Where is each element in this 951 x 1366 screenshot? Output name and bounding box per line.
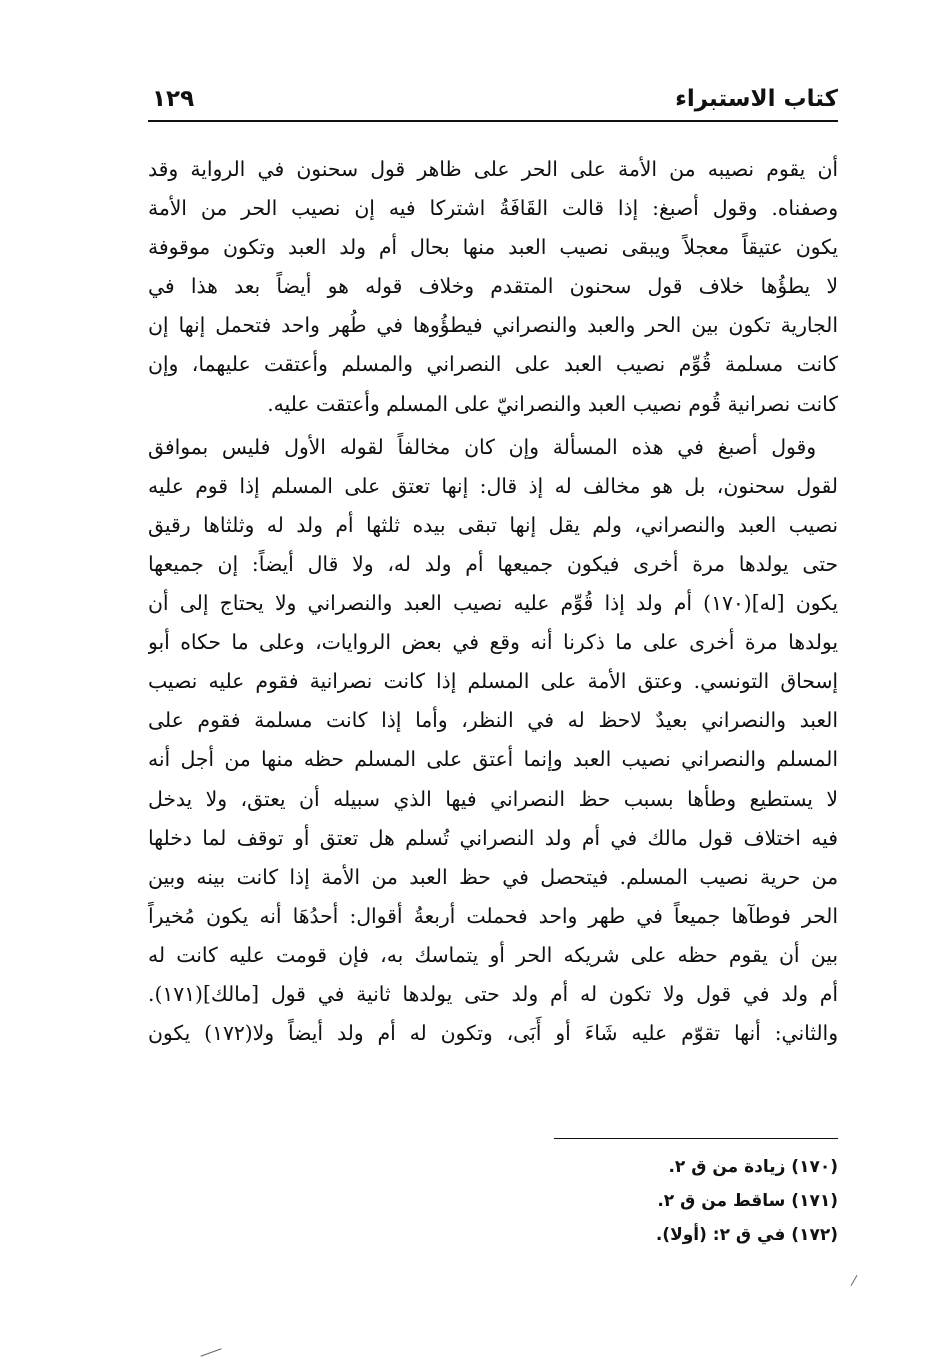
footnote-171: (١٧١) ساقط من ق ٢.	[657, 1191, 838, 1211]
header-rule	[148, 120, 838, 122]
text-line: فيه اختلاف قول مالك في أم ولد النصراني تُسلم هل تعتق أو توقف لما دخلها	[148, 825, 838, 850]
text-line: كانت مسلمة قُوِّم نصيب العبد على النصراني والمسلم وأعتقت عليهما، وإن	[148, 352, 838, 377]
text-line: لا يستطيع وطأها بسبب حظ النصراني فيها الذي سبيله أن يعتق، ولا يدخل	[148, 786, 838, 811]
text-line: لقول سحنون، بل هو مخالف له إذ قال: إنها تعتق على المسلم إذا قوم عليه	[148, 473, 838, 498]
text-line: كانت نصرانية قُوم نصيب العبد والنصرانيّ على المسلم وأعتقت عليه.	[267, 391, 838, 416]
text-line: يولدها مرة أخرى على ما ذكرنا أنه وقع في بعض الروايات، وعلى ما حكاه أبو	[148, 630, 838, 655]
text-line: من حرية نصيب المسلم. فيتحصل في حظ العبد من الأمة إذا كانت بينه وبين	[148, 864, 838, 889]
scan-mark	[200, 1348, 221, 1356]
text-line: المسلم والنصراني نصيب العبد وإنما أعتق على المسلم حظه منها من أجل أنه	[148, 747, 838, 772]
text-line: وقول أصبغ في هذه المسألة وإن كان مخالفاً لقوله الأول فليس بموافق	[148, 434, 816, 459]
text-line: الحر فوطآها جميعاً في طهر واحد فحملت أربعةُ أقوال: أحدُهَا أنه يكون مُخيراً	[148, 903, 838, 928]
text-line: إسحاق التونسي. وعتق الأمة على المسلم إذا كانت نصرانية فقوم عليه نصيب	[148, 669, 838, 694]
text-line: لا يطؤُها خلاف قول سحنون المتقدم وخلاف قوله هو أيضاً بعد هذا في	[148, 274, 838, 299]
text-line: يكون عتيقاً معجلاً ويبقى نصيب العبد منها بحال أم ولد العبد وتكون موقوفة	[148, 235, 838, 260]
footnote-172: (١٧٢) في ق ٢: (أولا).	[655, 1225, 838, 1245]
text-line: أن يقوم نصيبه من الأمة على الحر على ظاهر قول سحنون في الرواية وقد	[148, 157, 838, 181]
text-line: العبد والنصراني بعيدٌ لاحظ له في النظر، وأما إذا كانت مسلمة فقوم على	[148, 708, 838, 733]
text-line: والثاني: أنها تقوّم عليه شَاءَ أو أَبَى، وتكون له أم ولد أيضاً ولا(١٧٢) يكون	[148, 1021, 838, 1046]
text-line: وصفناه. وقول أصبغ: إذا قالت القَافَةُ اشتركا فيه إن نصيب الحر من الأمة	[148, 196, 838, 221]
text-line: الجارية تكون بين الحر والعبد والنصراني فيطؤُوها في طُهر واحد فتحمل إنها إن	[148, 313, 838, 338]
text-line: يكون [له](١٧٠) أم ولد إذا قُوِّم عليه نصيب العبد والنصراني ولا يحتاج إلى أن	[148, 591, 838, 616]
text-line: نصيب العبد والنصراني، ولم يقل إنها تبقى بيده ثلثها أم ولد له وثلثاها رقيق	[148, 512, 838, 537]
footnote-rule	[554, 1138, 838, 1139]
footnote-170: (١٧٠) زيادة من ق ٢.	[668, 1157, 838, 1177]
body-text	[148, 150, 838, 1053]
text-line: أم ولد في قول ولا تكون له أم ولد حتى يولدها ثانية في قول [مالك](١٧١).	[148, 981, 838, 1006]
text-line: حتى يولدها مرة أخرى فيكون جميعها أم ولد له، ولا قال أيضاً: إن جميعها	[148, 551, 838, 576]
page-number: ١٢٩	[152, 86, 195, 112]
footnotes	[338, 1150, 838, 1252]
text-line: بين أن يقوم حظه على شريكه الحر أو يتماسك به، فإن قومت عليه كانت له	[148, 942, 838, 967]
running-title: كتاب الاستبراء	[675, 86, 838, 112]
page-header	[148, 82, 838, 122]
scan-mark	[851, 1275, 858, 1286]
